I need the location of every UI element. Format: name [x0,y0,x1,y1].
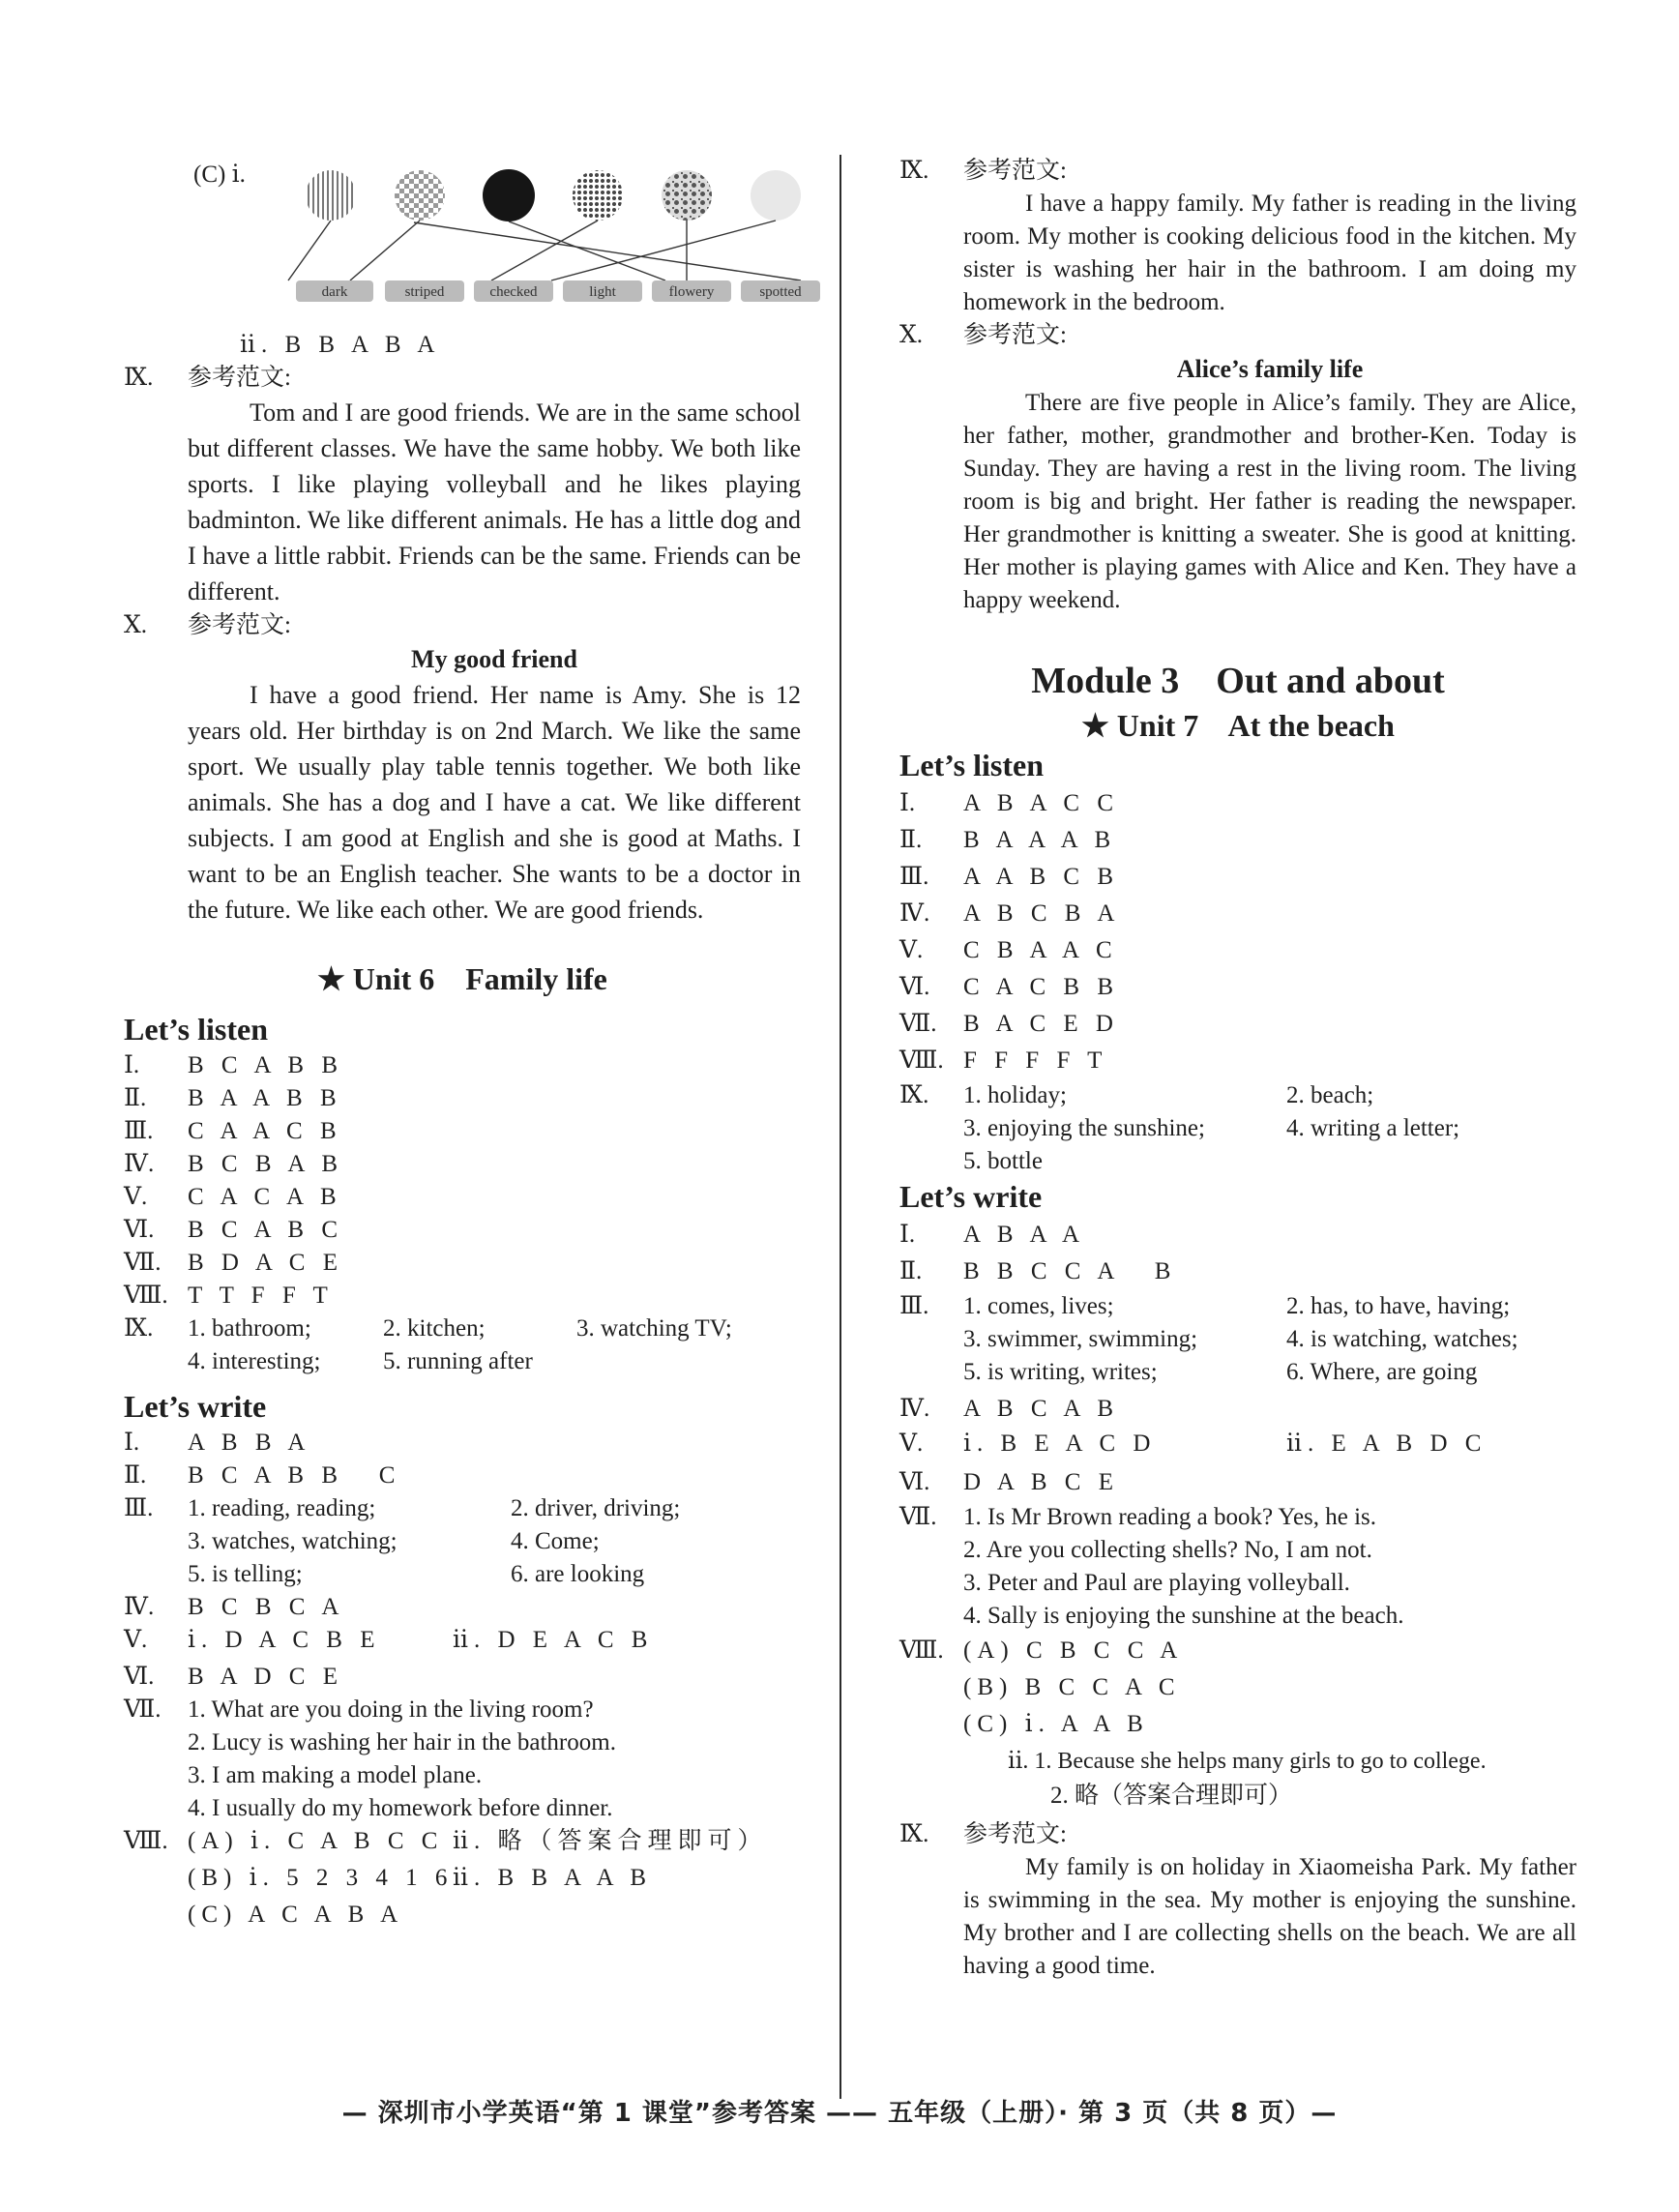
answer: (B) B C C A C [963,1674,1181,1700]
answer: 1. reading, reading; [188,1495,376,1521]
answer: ⅰ. D A C B E [188,1627,381,1653]
left-column [124,155,801,1933]
answer-row [899,896,1576,932]
answer: B C A B B C [188,1462,401,1489]
listen-heading: Let’s listen [899,748,1045,782]
answer: (B) ⅰ. 5 2 3 4 1 6 [188,1865,454,1891]
column-divider [840,155,841,2099]
x-heading: 参考范文: [188,612,291,638]
answer-row [899,785,1576,822]
answer-row [899,822,1576,859]
ix-heading: 参考范文: [963,158,1067,184]
write-heading: Let’s write [124,1389,267,1424]
answer-row [899,1006,1576,1043]
roman-numeral: Ⅵ. [899,974,930,1000]
ix-label: Ⅸ. [899,1821,929,1847]
answer: 5. is writing, writes; [963,1359,1158,1385]
ix-essay: Tom and I are good friends. We are in the same school but different classes. We have the same hobby. We both like sports. I like playing volleyball and he likes playing badminton. We like different animals. He has a little dog and I have a little rabbit. Friends can be the same. Friends can be different. [188,398,801,605]
answer: 5. bottle [963,1148,1043,1174]
dotted-circle [573,170,623,221]
roman-numeral: Ⅳ. [899,900,930,927]
answer: A B B A [188,1430,311,1456]
roman-numeral: Ⅸ. [124,1315,154,1342]
listen-ix [899,1079,1576,1176]
unit6-heading [124,957,801,1001]
module-title: Module 3 Out and about [1031,661,1445,701]
answer: ⅱ. B B A A B [453,1865,653,1891]
write-viii [899,1635,1576,1818]
answer: 4. interesting; [188,1348,321,1374]
answer: ⅱ. 1. Because she helps many girls to go to college. [1008,1749,1487,1774]
answer: 4. writing a letter; [1286,1115,1460,1141]
answer-row [899,1043,1576,1079]
roman-numeral: Ⅷ. [899,1637,944,1664]
answer: 1. holiday; [963,1082,1067,1108]
answer: 3. swimmer, swimming; [963,1326,1198,1352]
sentence: 4. I usually do my homework before dinner. [188,1795,613,1821]
roman-numeral: Ⅰ. [899,790,916,816]
answer-row [124,1181,801,1214]
listen-list [124,1049,801,1312]
answer-row [899,1391,1576,1428]
answer-row [124,1214,801,1247]
pattern-label: light [589,284,616,300]
pattern-matching [124,155,801,310]
answer-row [124,1280,801,1312]
roman-numeral: Ⅶ. [899,1504,937,1530]
page-footer: — 深圳市小学英语“第 1 课堂”参考答案 —— 五年级（上册）· 第 3 页（共 8 页）— [341,2099,1338,2128]
write-v [124,1624,801,1661]
answer: 2. 略（答案合理即可） [1050,1783,1293,1809]
answer: B A A B B [188,1085,342,1111]
roman-numeral: Ⅶ. [899,1011,937,1037]
answer: 5. running after [383,1348,533,1374]
c-label: (C) ⅰ. [193,162,246,188]
roman-numeral: Ⅱ. [124,1085,147,1111]
answer: (C) ⅰ. A A B [963,1711,1149,1737]
answer-row [124,1148,801,1181]
roman-numeral: Ⅱ. [899,1258,923,1284]
write-vii [124,1694,801,1825]
answer: C A C B B [963,974,1119,1000]
sentence: 1. What are you doing in the living room? [188,1696,594,1723]
light-circle [751,170,801,221]
ix-label: Ⅸ. [124,365,154,391]
roman-numeral: Ⅰ. [124,1430,140,1456]
answer: ⅰ. B E A C D [963,1430,1157,1457]
answer-row [124,1082,801,1115]
pattern-label: spotted [759,284,802,300]
roman-numeral: Ⅲ. [124,1118,154,1144]
write-iii [899,1290,1576,1391]
answer: (C) A C A B A [188,1902,404,1928]
answer: 4. Come; [511,1528,600,1554]
answer-row [899,969,1576,1006]
answer: 1. comes, lives; [963,1293,1114,1319]
ix-label: Ⅸ. [899,158,929,184]
star-icon: ★ [317,961,345,996]
answer: C A C A B [188,1184,342,1210]
answer: 3. enjoying the sunshine; [963,1115,1205,1141]
answer: 2. driver, driving; [511,1495,681,1521]
x-essay: There are five people in Alice’s family. They are Alice, her father, mother, grandmother and brother-Ken. Today is Sunday. They are having a rest in the living room. The living room is big and bright. Her father is reading the newspaper. Her grandmother is knitting a sweater. She is good at knitting. Her mother is playing games with Alice and Ken. They have a happy weekend. [963,390,1576,613]
x-heading: 参考范文: [963,322,1067,348]
answer: B A C E D [963,1011,1119,1037]
answer-row [124,1049,801,1082]
answer-row [124,1427,801,1460]
answer: 1. bathroom; [188,1315,311,1342]
answer: (A) C B C C A [963,1637,1184,1664]
write-vii [899,1501,1576,1635]
answer: B C B C A [188,1594,345,1620]
write-iii [124,1492,801,1591]
roman-numeral: Ⅲ. [899,1293,929,1319]
roman-numeral: Ⅴ. [899,1430,924,1457]
answer: 3. watches, watching; [188,1528,398,1554]
answer-row [899,859,1576,896]
essay-title: My good friend [411,645,577,673]
roman-numeral: Ⅸ. [899,1082,929,1108]
sentence: 2. Are you collecting shells? No, I am not. [963,1537,1372,1563]
pattern-label: striped [404,284,445,300]
write-v [899,1428,1576,1464]
answer: 6. Where, are going [1286,1359,1478,1385]
answer-row [899,1464,1576,1501]
answer: B C A B C [188,1217,343,1243]
answer: (A) ⅰ. C A B C C [188,1828,444,1854]
ix-heading-line [899,1818,1576,1851]
ix-essay: My family is on holiday in Xiaomeisha Park. My father is swimming in the sea. My mother is enjoying the sunshine. My brother and I are collecting shells on the beach. We are all having a good time. [963,1854,1576,1979]
listen-heading: Let’s listen [124,1012,269,1047]
answer: 2. has, to have, having; [1286,1293,1511,1319]
answer: B C B A B [188,1151,343,1177]
star-icon: ★ [1081,708,1109,743]
roman-numeral: Ⅲ. [899,864,929,890]
right-column [899,155,1576,1983]
listen-list [899,785,1576,1079]
ix-heading: 参考范文: [188,365,291,391]
sentence: 1. Is Mr Brown reading a book? Yes, he is. [963,1504,1377,1530]
roman-numeral: Ⅵ. [124,1217,155,1243]
x-heading-line [899,319,1576,352]
answer-row [124,1591,801,1624]
answer: A B A A [963,1222,1086,1248]
answer: T T F F T [188,1283,334,1309]
answer-row [124,1460,801,1492]
answer: 2. kitchen; [383,1315,486,1342]
ii-answers: ⅱ. B B A B A [240,332,441,358]
ix-heading-line [124,362,801,395]
x-label: Ⅹ. [899,322,924,348]
answer: ⅱ. D E A C B [453,1627,654,1653]
ix-heading-line [899,155,1576,188]
roman-numeral: Ⅶ. [124,1250,162,1276]
ix-essay: I have a happy family. My father is reading in the living room. My mother is cooking delicious food in the kitchen. My sister is washing her hair in the bathroom. I am doing my homework in the bedroom. [963,191,1576,315]
answer: A B C A B [963,1396,1119,1422]
sentence: 2. Lucy is washing her hair in the bathroom. [188,1729,616,1755]
answer: B A D C E [188,1664,343,1690]
x-label: Ⅹ. [124,612,148,638]
sentence: 3. I am making a model plane. [188,1762,483,1788]
unit6-title: Unit 6 Family life [352,961,607,996]
unit7-title: Unit 7 At the beach [1116,708,1395,743]
pattern-diagram [124,155,820,310]
roman-numeral: Ⅵ. [899,1469,930,1495]
answer: 6. are looking [511,1561,645,1587]
answer: B A A A B [963,827,1117,853]
striped-circle [306,170,356,221]
roman-numeral: Ⅰ. [124,1052,140,1078]
pattern-label: flowery [668,284,715,300]
answer-row [899,1217,1576,1253]
answer: A B A C C [963,790,1119,816]
dark-circle [483,169,535,221]
roman-numeral: Ⅶ. [124,1696,162,1723]
answer: A A B C B [963,864,1119,890]
roman-numeral: Ⅷ. [124,1828,168,1854]
flowery-circle [662,170,712,221]
answer: 3. watching TV; [576,1315,732,1342]
roman-numeral: Ⅴ. [124,1184,148,1210]
essay-title: Alice’s family life [1176,355,1364,383]
answer: 5. is telling; [188,1561,303,1587]
sentence: 3. Peter and Paul are playing volleyball. [963,1570,1350,1596]
answer-row [124,1661,801,1694]
checked-circle [395,170,445,221]
answer: B D A C E [188,1250,343,1276]
roman-numeral: Ⅱ. [899,827,923,853]
answer: F F F F T [963,1047,1108,1074]
pattern-label: checked [489,284,538,300]
roman-numeral: Ⅰ. [899,1222,916,1248]
roman-numeral: Ⅲ. [124,1495,154,1521]
roman-numeral: Ⅴ. [899,937,924,963]
answer-row [899,932,1576,969]
write-viii [124,1825,801,1933]
answer: D A B C E [963,1469,1119,1495]
answer: ⅱ. E A B D C [1286,1430,1488,1457]
roman-numeral: Ⅷ. [899,1047,944,1074]
roman-numeral: Ⅷ. [124,1283,168,1309]
listen-ix [124,1312,801,1378]
roman-numeral: Ⅴ. [124,1627,148,1653]
roman-numeral: Ⅵ. [124,1664,155,1690]
answer: C A A C B [188,1118,342,1144]
roman-numeral: Ⅳ. [124,1151,155,1177]
answer: 4. is watching, watches; [1286,1326,1518,1352]
answer: B B C C A B [963,1258,1177,1284]
answer: 2. beach; [1286,1082,1374,1108]
answer: B C A B B [188,1052,343,1078]
pattern-label: dark [321,284,348,300]
roman-numeral: Ⅳ. [124,1594,155,1620]
ix-heading: 参考范文: [963,1821,1067,1847]
roman-numeral: Ⅳ. [899,1396,930,1422]
answer-row [124,1247,801,1280]
roman-numeral: Ⅱ. [124,1462,147,1489]
sentence: 4. Sally is enjoying the sunshine at the beach. [963,1603,1404,1629]
answer-row [124,1115,801,1148]
x-essay: I have a good friend. Her name is Amy. She is 12 years old. Her birthday is on 2nd March. We like the same sport. We usually play table tennis together. We both like animals. She has a dog and I have a cat. We like different subjects. I am good at English and she is good at Maths. I want to be an English teacher. She wants to be a doctor in the future. We like each other. We are good friends. [188,681,801,924]
answer: A B C B A [963,900,1121,927]
write-heading: Let’s write [899,1179,1043,1214]
answer: ⅱ. 略（答案合理即可） [453,1828,768,1854]
answer-row [899,1253,1576,1290]
x-heading-line [124,609,801,642]
answer: C B A A C [963,937,1118,963]
unit7-heading [899,706,1576,745]
